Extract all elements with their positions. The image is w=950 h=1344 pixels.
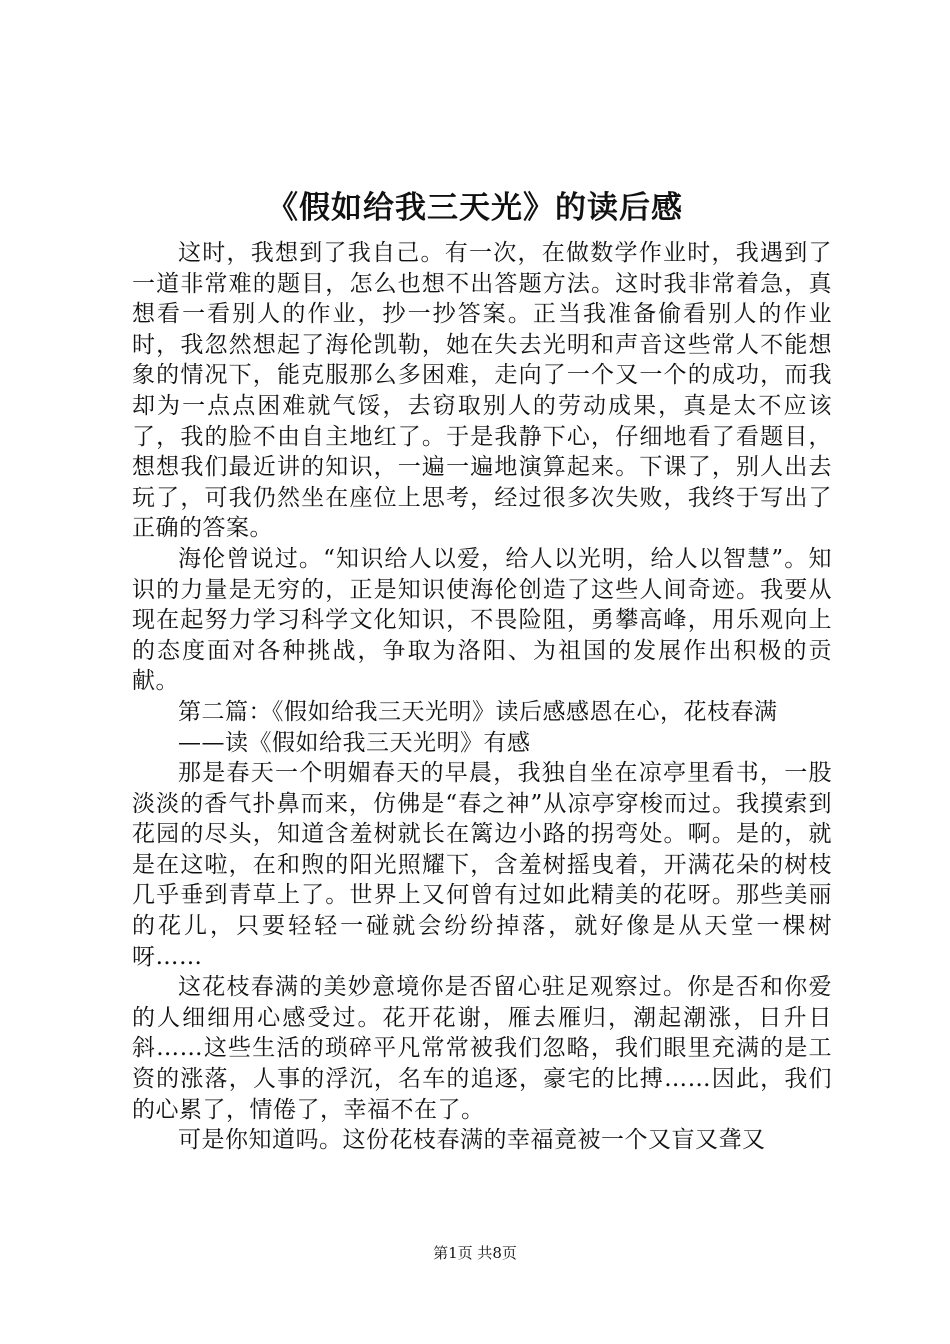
document-body <box>132 238 832 1156</box>
page-footer: 第1页 共8页 <box>433 1244 517 1262</box>
paragraph: 这时，我想到了我自己。有一次，在做数学作业时，我遇到了一道非常难的题目，怎么也想不出答题方法。这时我非常着急，真想看一看别人的作业，抄一抄答案。正当我准备偷看别人的作业时，我忽然想起了海伦凯勒，她在失去光明和声音这些常人不能想象的情况下，能克服那么多困难，走向了一个又一个的成功，而我却为一点点困难就气馁，去窃取别人的劳动成果，真是太不应该了，我的脸不由自主地红了。于是我静下心，仔细地看了看题目，想想我们最近讲的知识，一遍一遍地演算起来。下课了，别人出去玩了，可我仍然坐在座位上思考，经过很多次失败，我终于写出了正确的答案。 <box>132 240 832 542</box>
section-heading: 第二篇：《假如给我三天光明》读后感感恩在心，花枝春满 <box>178 698 778 725</box>
paragraph: 这花枝春满的美妙意境你是否留心驻足观察过。你是否和你爱的人细细用心感受过。花开花谢，雁去雁归，潮起潮涨，日升日斜……这些生活的琐碎平凡常常被我们忽略，我们眼里充满的是工资的涨落，人事的浮沉，名车的追逐，豪宅的比搏……因此，我们的心累了，情倦了，幸福不在了。 <box>132 974 832 1123</box>
document-title: 《假如给我三天光》的读后感 <box>267 190 683 226</box>
paragraph: 可是你知道吗。这份花枝春满的幸福竟被一个又盲又聋又 <box>178 1127 766 1154</box>
paragraph: 海伦曾说过。“知识给人以爱，给人以光明，给人以智慧”。知识的力量是无穷的，正是知识使海伦创造了这些人间奇迹。我要从现在起努力学习科学文化知识，不畏险阻，勇攀高峰，用乐观向上的态度面对各种挑战，争取为洛阳、为祖国的发展作出积极的贡献。 <box>132 545 832 695</box>
paragraph: 那是春天一个明媚春天的早晨，我独自坐在凉亭里看书，一股淡淡的香气扑鼻而来，仿佛是“春之神”从凉亭穿梭而过。我摸索到花园的尽头，知道含羞树就长在篱边小路的拐弯处。啊。是的，就是在这啦，在和煦的阳光照耀下，含羞树摇曳着，开满花朵的树枝几乎垂到青草上了。世界上又何曾有过如此精美的花呀。那些美丽的花儿，只要轻轻一碰就会纷纷掉落，就好像是从天堂一棵树呀…… <box>132 760 832 970</box>
section-subtitle: ——读《假如给我三天光明》有感 <box>178 729 531 756</box>
